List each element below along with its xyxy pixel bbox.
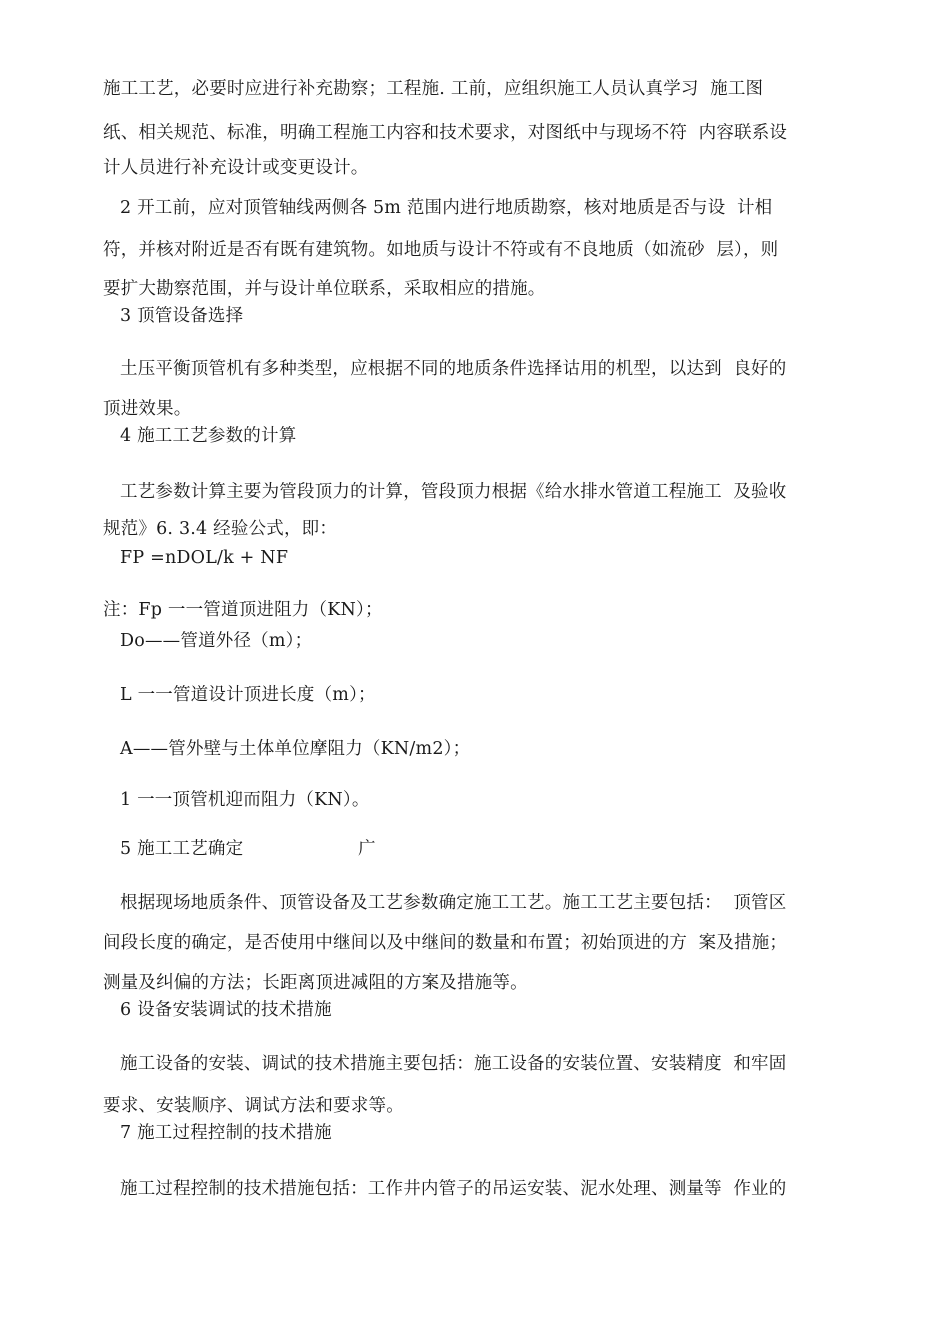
section-heading: 6 设备安装调试的技术措施 [120,1000,332,1020]
section-heading: 4 施工工艺参数的计算 [120,426,297,446]
text-line: 根据现场地质条件、顶管设备及工艺参数确定施工工艺。施工工艺主要包括： 顶管区 [120,893,787,913]
section-heading: 3 顶管设备选择 [120,306,244,326]
section-heading: 7 施工过程控制的技术措施 [120,1123,332,1143]
section-heading: 5 施工工艺确定 [120,839,244,859]
text-line: 2 开工前，应对顶管轴线两侧各 5m 范围内进行地质勘察，核对地质是否与设 计相 [120,198,773,218]
text-line: 工艺参数计算主要为管段顶力的计算，管段顶力根据《给水排水管道工程施工 及验收 [120,482,787,502]
text-line: 要扩大勘察范围，并与设计单位联系，采取相应的措施。 [103,279,546,299]
note-line: 注：Fp 一一管道顶进阻力（KN）； [103,600,383,620]
text-line: 顶进效果。 [103,399,192,419]
note-line: Do——管道外径（m）； [120,631,313,651]
text-line: 符，并核对附近是否有既有建筑物。如地质与设计不符或有不良地质（如流砂 层），则 [103,240,779,260]
note-line: 1 一一顶管机迎而阻力（KN）。 [120,790,370,810]
text-line: 土压平衡顶管机有多种类型，应根据不同的地质条件选择诂用的机型，以达到 良好的 [120,359,787,379]
note-line: A——管外壁与土体单位摩阻力（KN/m2）； [120,739,471,759]
text-line: 纸、相关规范、标准，明确工程施工内容和技术要求，对图纸中与现场不符 内容联系设 [103,123,788,143]
text-line: 施工设备的安装、调试的技术措施主要包括：施工设备的安装位置、安装精度 和牢固 [120,1054,787,1074]
text-line: 要求、安装顺序、调试方法和要求等。 [103,1096,404,1116]
text-line: 间段长度的确定，是否使用中继间以及中继间的数量和布置；初始顶进的方 案及措施； [103,933,788,953]
formula: FP =nDOL/k + NF [120,548,289,568]
text-line: 施工工艺，必要时应进行补充勘察；工程施. 工前，应组织施工人员认真学习 施工图 [103,79,764,99]
text-line: 规范》6. 3.4 经验公式，即： [103,519,338,539]
text-line: 测量及纠偏的方法；长距离顶进减阻的方案及措施等。 [103,973,528,993]
text-line: 计人员进行补充设计或变更设计。 [103,158,369,178]
stray-mark: 广 [358,839,376,859]
text-line: 施工过程控制的技术措施包括：工作井内管子的吊运安装、泥水处理、测量等 作业的 [120,1179,787,1199]
note-line: L 一一管道设计顶进长度（m）； [120,685,376,705]
